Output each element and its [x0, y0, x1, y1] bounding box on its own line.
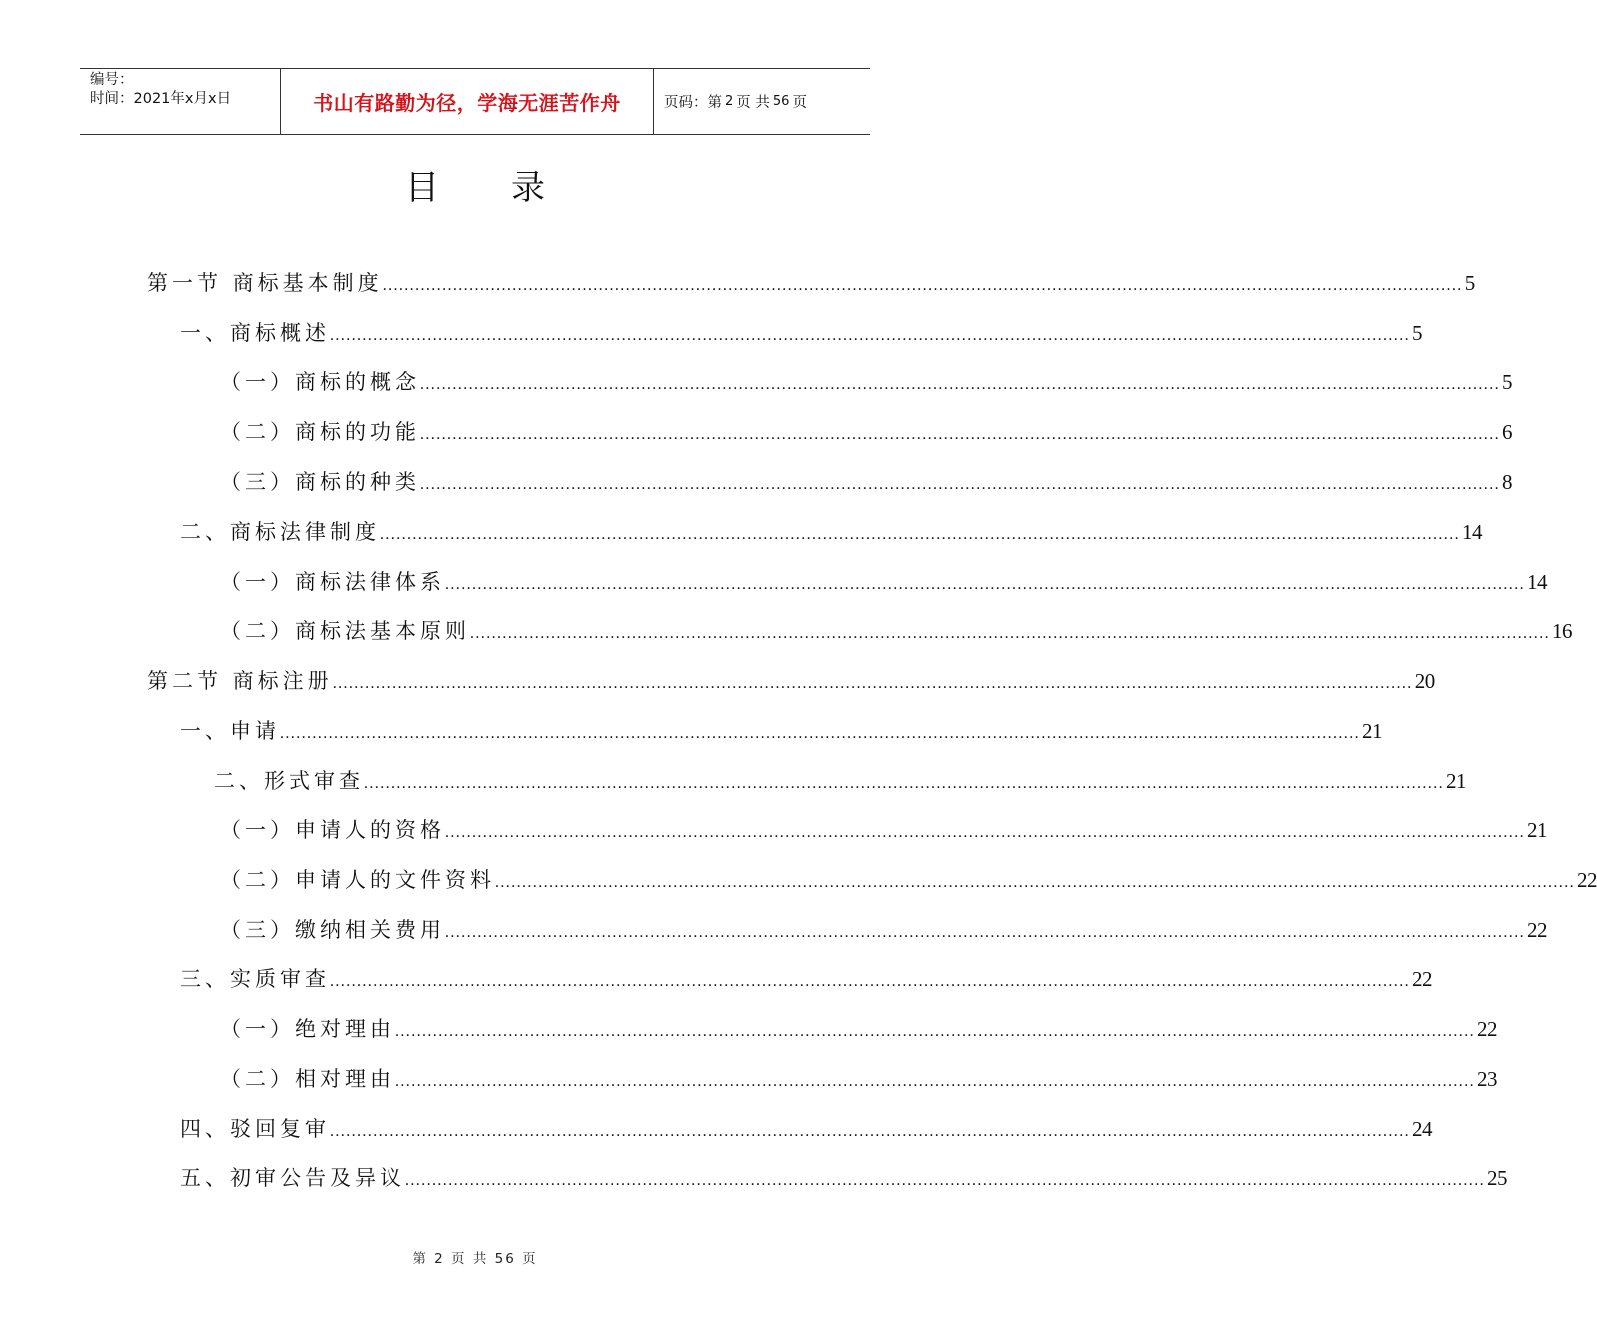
toc-entry-page: 16: [1552, 619, 1572, 643]
title-char-1: 目: [405, 168, 439, 208]
toc-entry-label: 一、申请: [180, 719, 280, 743]
toc-leader: ........................................................................................................................................................................................................: [420, 476, 1500, 493]
toc-entry[interactable]: [180, 963, 1432, 995]
toc-leader: ........................................................................................................................................................................................................: [280, 725, 1360, 742]
toc-entry-page: 20: [1414, 669, 1435, 693]
toc-entry-label: （一）申请人的资格: [220, 818, 445, 842]
toc-entry-label: 三、实质审查: [180, 967, 330, 991]
toc-entry[interactable]: [214, 765, 1466, 797]
toc-entry-page: 22: [1577, 868, 1597, 892]
toc-entry-page: 21: [1527, 818, 1547, 842]
toc-entry[interactable]: [220, 566, 1547, 598]
toc-leader: ........................................................................................................................................................................................................: [330, 1123, 1410, 1140]
toc-entry[interactable]: [220, 814, 1547, 846]
page-current: 2: [725, 94, 734, 109]
toc-entry-page: 5: [1464, 271, 1475, 295]
toc-entry-label: 二、商标法律制度: [180, 520, 380, 544]
toc-entry-page: 8: [1502, 470, 1512, 494]
toc-leader: ........................................................................................................................................................................................................: [420, 376, 1500, 393]
page-header: [80, 68, 870, 135]
toc-entry-label: （三）商标的种类: [220, 470, 420, 494]
toc-leader: ........................................................................................................................................................................................................: [330, 327, 1410, 344]
toc-leader: ........................................................................................................................................................................................................: [380, 526, 1460, 543]
page-title: [0, 160, 950, 209]
toc-entry-page: 21: [1446, 769, 1466, 793]
toc-entry-label: 第二节 商标注册: [147, 669, 333, 693]
toc-entry-label: （二）相对理由: [220, 1067, 395, 1091]
toc-leader: ........................................................................................................................................................................................................: [445, 824, 1525, 841]
toc-entry-page: 23: [1477, 1067, 1497, 1091]
toc-leader: ........................................................................................................................................................................................................: [470, 625, 1550, 642]
toc-entry-page: 14: [1527, 570, 1547, 594]
toc-leader: ........................................................................................................................................................................................................: [495, 874, 1575, 891]
toc-entry-label: （一）商标的概念: [220, 370, 420, 394]
toc-entry-label: 四、驳回复审: [180, 1117, 330, 1141]
toc-entry[interactable]: [220, 416, 1512, 448]
toc-leader: ........................................................................................................................................................................................................: [332, 675, 1413, 692]
page-suffix: 页: [792, 95, 807, 111]
toc-entry[interactable]: [180, 317, 1422, 349]
header-motto: 书山有路勤为径，学海无涯苦作舟: [281, 69, 654, 134]
toc-entry-page: 14: [1462, 520, 1482, 544]
toc-entry-page: 22: [1527, 918, 1547, 942]
toc-entry[interactable]: [147, 267, 1475, 299]
toc-entry-page: 25: [1487, 1166, 1507, 1190]
toc-entry-page: 6: [1502, 420, 1512, 444]
toc-entry[interactable]: [220, 914, 1547, 946]
toc-leader: ........................................................................................................................................................................................................: [330, 973, 1410, 990]
toc-entry[interactable]: [220, 466, 1512, 498]
toc-entry-label: 一、商标概述: [180, 321, 330, 345]
toc-entry[interactable]: [220, 1013, 1497, 1045]
toc-entry[interactable]: [220, 366, 1512, 398]
toc-entry-page: 22: [1477, 1017, 1497, 1041]
toc-entry-label: （二）商标法基本原则: [220, 619, 470, 643]
toc-entry[interactable]: [220, 864, 1597, 896]
toc-leader: ........................................................................................................................................................................................................: [420, 426, 1500, 443]
title-char-2: 录: [511, 168, 545, 208]
toc-leader: ........................................................................................................................................................................................................: [405, 1172, 1485, 1189]
toc-entry-label: 二、形式审查: [214, 769, 364, 793]
toc-entry[interactable]: [220, 1063, 1497, 1095]
toc-leader: ........................................................................................................................................................................................................: [445, 924, 1525, 941]
page-prefix: 页码：第: [664, 95, 722, 111]
toc-entry[interactable]: [147, 665, 1435, 697]
toc-entry[interactable]: [180, 516, 1482, 548]
toc-entry-label: （一）商标法律体系: [220, 570, 445, 594]
page-footer: 第 2 页 共 56 页: [412, 1251, 538, 1267]
toc-entry-label: 五、初审公告及异议: [180, 1166, 405, 1190]
page-total: 56: [772, 94, 790, 109]
doc-number-label: 编号：: [90, 72, 134, 88]
toc-leader: ........................................................................................................................................................................................................: [364, 775, 1444, 792]
toc-entry-label: （三）缴纳相关费用: [220, 918, 445, 942]
toc-entry-page: 21: [1362, 719, 1382, 743]
toc-entry[interactable]: [180, 1162, 1507, 1194]
header-meta: [80, 69, 281, 134]
toc-leader: ........................................................................................................................................................................................................: [445, 576, 1525, 593]
toc-entry-page: 5: [1502, 370, 1512, 394]
doc-date: 时间：2021年x月x日: [90, 91, 232, 107]
toc-entry-page: 24: [1412, 1117, 1432, 1141]
header-page-info: [654, 69, 870, 134]
toc-entry[interactable]: [180, 715, 1382, 747]
toc-entry-label: （二）商标的功能: [220, 420, 420, 444]
toc-entry-label: 第一节 商标基本制度: [147, 271, 383, 295]
toc-entry-label: （一）绝对理由: [220, 1017, 395, 1041]
toc-entry-page: 22: [1412, 967, 1432, 991]
toc-entry-page: 5: [1412, 321, 1422, 345]
toc-leader: ........................................................................................................................................................................................................: [395, 1073, 1475, 1090]
page-mid: 页 共: [736, 95, 770, 111]
toc-leader: ........................................................................................................................................................................................................: [382, 277, 1463, 294]
toc-leader: ........................................................................................................................................................................................................: [395, 1023, 1475, 1040]
toc-entry-label: （二）申请人的文件资料: [220, 868, 495, 892]
toc-entry[interactable]: [220, 615, 1572, 647]
toc-entry[interactable]: [180, 1113, 1432, 1145]
